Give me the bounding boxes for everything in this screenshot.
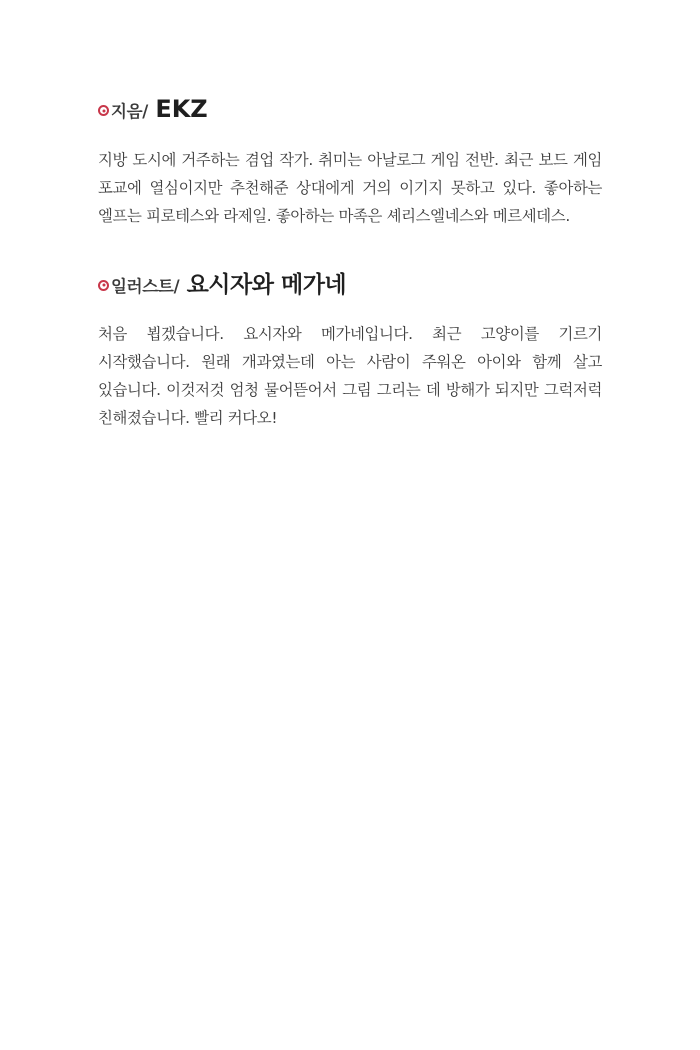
credit-section-author [98, 96, 602, 230]
role-separator-author: / [142, 102, 149, 121]
role-label-author: 지음 [111, 102, 143, 121]
credit-name-illustrator: 요시자와 메가네 [186, 271, 347, 298]
credit-bio-illustrator: 처음 뵙겠습니다. 요시자와 메가네입니다. 최근 고양이를 기르기 시작했습니다. 원래 개과였는데 아는 사람이 주워온 아이와 함께 살고 있습니다. 이것저것 엄청 물어뜯어서 그림 그리는 데 방해가 되지만 그럭저럭 친해졌습니다. 빨리 커다오! [98, 325, 602, 428]
role-separator-illustrator: / [173, 276, 180, 296]
credit-bio-author: 지방 도시에 거주하는 겸업 작가. 취미는 아날로그 게임 전반. 최근 보드 게임 포교에 열심이지만 추천해준 상대에게 거의 이기지 못하고 있다. 좋아하는 엘프는 피로테스와 라제일. 좋아하는 마족은 셰리스엘네스와 메르세데스. [98, 150, 602, 225]
credit-name-author: EKZ [155, 95, 208, 123]
section-heading-illustrator [98, 272, 602, 298]
role-label-illustrator: 일러스트 [111, 276, 174, 296]
target-bullet-icon [98, 105, 109, 116]
section-heading-author [98, 96, 602, 124]
target-bullet-icon [98, 280, 109, 291]
credit-section-illustrator [98, 272, 602, 433]
